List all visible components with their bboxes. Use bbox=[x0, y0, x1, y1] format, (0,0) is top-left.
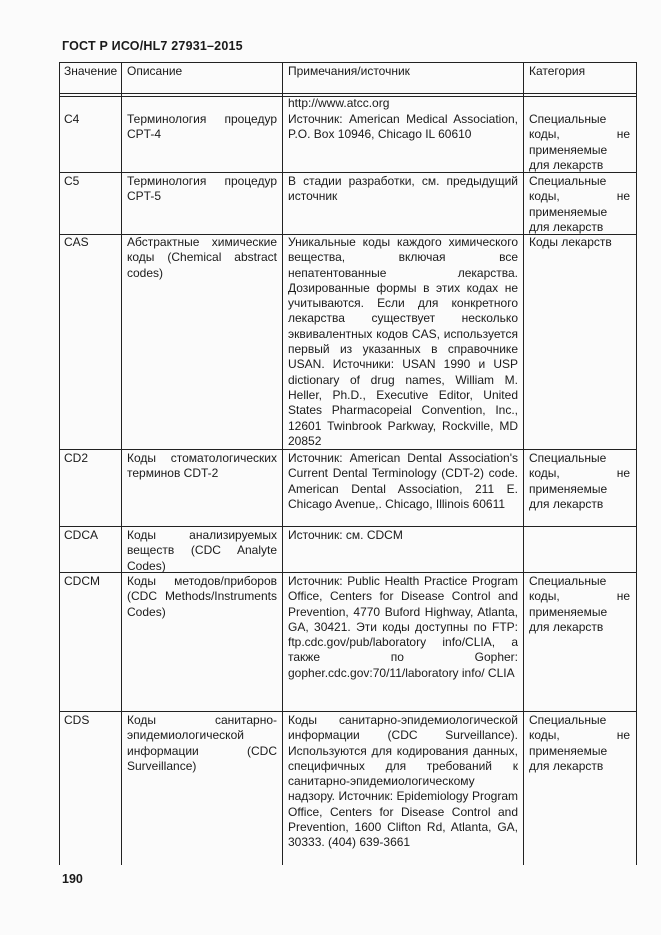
row-rule bbox=[59, 526, 637, 527]
notes-cell: В стадии разработки, см. предыдущий источник bbox=[288, 174, 518, 204]
col-header-category: Категория bbox=[529, 64, 586, 78]
col-rule bbox=[523, 62, 524, 865]
category-cell: Специальные коды, не применяемые для лекарств bbox=[529, 713, 630, 773]
col-rule bbox=[121, 62, 122, 865]
page-header: ГОСТ Р ИСО/HL7 27931–2015 bbox=[62, 39, 243, 53]
description-cell: Коды анализируемых веществ (CDC Analyte Codes) bbox=[127, 528, 277, 573]
code-cell: C5 bbox=[64, 174, 80, 188]
col-rule bbox=[636, 62, 637, 865]
description-cell: Абстрактные химические коды (Chemical abstract codes) bbox=[127, 235, 277, 280]
category-cell: Специальные коды, не применяемые для лекарств bbox=[529, 112, 630, 172]
code-cell: CD2 bbox=[64, 451, 89, 465]
description-cell: Коды санитарно-эпидемиологической информации (CDC Surveillance) bbox=[127, 713, 277, 773]
col-rule bbox=[282, 62, 283, 865]
category-cell: Специальные коды, не применяемые для лекарств bbox=[529, 574, 630, 634]
code-cell: CDCA bbox=[64, 528, 99, 542]
notes-cell: Источник: American Dental Association's Current Dental Terminology (CDT-2) code. American Dental Association, 211 E. Chicago Avenue,. Chicago, Illinois 60611 bbox=[288, 451, 518, 511]
description-cell: Коды методов/приборов (CDC Methods/Instruments Codes) bbox=[127, 574, 277, 619]
description-cell: Терминология процедур CPT-4 bbox=[127, 112, 277, 142]
code-cell: CDS bbox=[64, 713, 90, 727]
notes-cell: Источник: Public Health Practice Program Office, Centers for Disease Control and Prevention, 4770 Buford Highway, Atlanta, GA, 30421. Эти коды доступны по FTP: ftp.cdc.gov/pub/laboratory info/CLIA, а также по Gopher: gopher.cdc.gov:70/11/laboratory info/ CLIA bbox=[288, 574, 518, 680]
notes-cell: Коды санитарно-эпидемиологической информации (CDC Surveillance). Используются для кодирования данных, специфичных для требований к санитарно-эпидемиологическому надзору. Источник: Epidemiology Program Office, Centers for Disease Control and Prevention, 1600 Clifton Rd, Atlanta, GA, 30333. (404) 639-3661 bbox=[288, 713, 518, 850]
category-cell: Коды лекарств bbox=[529, 235, 612, 249]
code-cell: CAS bbox=[64, 235, 89, 249]
category-cell: Специальные коды, не применяемые для лекарств bbox=[529, 451, 630, 511]
notes-cell: Уникальные коды каждого химического вещества, включая все непатентованные лекарства. Дозированные формы в этих кодах не учитываются. Если для конкретного лекарства существует несколько эквивалентных кодов CAS, используется первый из указанных в справочнике USAN. Источники: USAN 1990 и USP dictionary of drug names, William M. Heller, Ph.D., Executive Editor, United States Pharmacopeial Convention, Inc., 12601 Twinbrook Parkway, Rockville, MD 20852 bbox=[288, 235, 518, 448]
notes-cell: Источник: American Medical Association, P.O. Box 10946, Chicago IL 60610 bbox=[288, 112, 518, 142]
col-rule bbox=[59, 62, 60, 865]
col-header-description: Описание bbox=[127, 64, 183, 78]
page-number: 190 bbox=[62, 872, 83, 886]
description-cell: Коды стоматологических терминов CDT-2 bbox=[127, 451, 277, 481]
description-cell: Терминология процедур CPT-5 bbox=[127, 174, 277, 204]
notes-cell: Источник: см. CDCM bbox=[288, 528, 403, 542]
continued-note: http://www.atcc.org bbox=[288, 96, 390, 110]
header-rule bbox=[59, 93, 637, 94]
category-cell: Специальные коды, не применяемые для лекарств bbox=[529, 174, 630, 234]
code-cell: CDCM bbox=[64, 574, 100, 588]
col-header-value: Значение bbox=[64, 64, 118, 78]
table-top-rule bbox=[59, 62, 637, 63]
col-header-notes: Примечания/источник bbox=[288, 64, 410, 78]
row-rule bbox=[59, 711, 637, 712]
code-cell: C4 bbox=[64, 112, 80, 126]
